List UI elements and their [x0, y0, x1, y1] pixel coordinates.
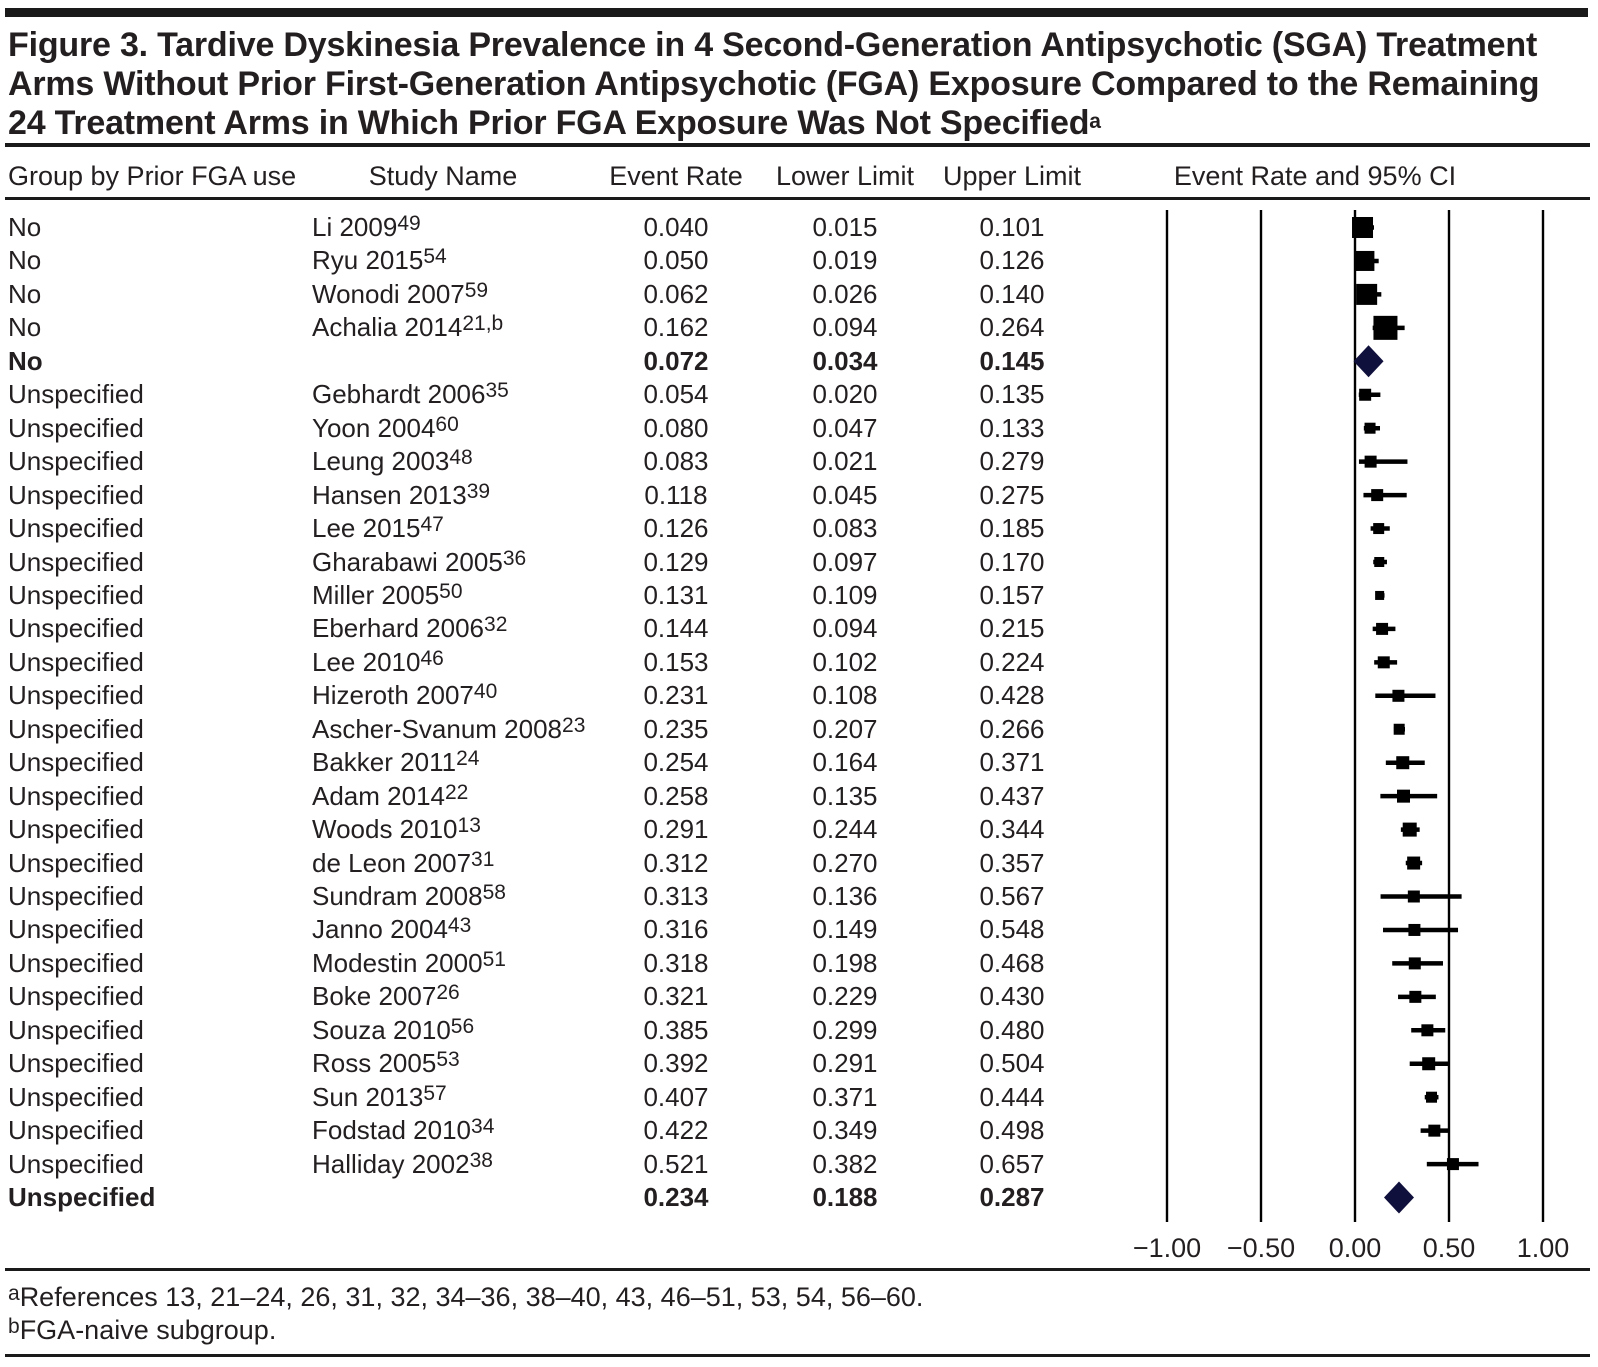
lower-limit-cell: 0.198 [812, 947, 878, 978]
point-estimate-square [1392, 690, 1404, 702]
reference-superscript: 39 [466, 479, 491, 503]
table-row [0, 546, 1130, 579]
table-row [0, 479, 1130, 512]
upper-limit-cell: 0.344 [979, 814, 1045, 845]
study-name-cell: Hizeroth 2007$^{40}$ [312, 680, 498, 711]
event-rate-cell: 0.144 [643, 613, 709, 644]
table-row [0, 311, 1130, 344]
group-cell: Unspecified [8, 747, 144, 778]
group-cell: No [8, 245, 42, 276]
group-cell: Unspecified [8, 881, 144, 911]
point-estimate-square [1428, 1125, 1440, 1137]
table-row [0, 646, 1130, 679]
group-cell: Unspecified [8, 947, 144, 978]
figure-title-line2: Arms Without Prior First-Generation Antipsychotic (FGA) Exposure Compared to the Remaining [8, 65, 1540, 103]
study-name-cell: Yoon 2004$^{60}$ [312, 412, 459, 443]
point-estimate-square [1421, 1024, 1433, 1036]
group-cell: Unspecified [8, 1014, 144, 1045]
event-rate-cell: 0.316 [643, 914, 709, 945]
study-name-cell: Souza 2010$^{56}$ [312, 1014, 475, 1045]
reference-superscript: 54 [423, 245, 447, 269]
reference-superscript: 60 [435, 412, 459, 436]
reference-superscript: 31 [471, 847, 495, 871]
reference-superscript: 49 [397, 212, 421, 235]
group-cell: Unspecified [8, 613, 144, 644]
reference-superscript: 24 [456, 747, 480, 771]
lower-limit-cell: 0.109 [812, 579, 878, 610]
table-row [0, 278, 1130, 311]
group-cell: No [8, 345, 43, 376]
upper-limit-cell: 0.548 [979, 914, 1045, 945]
event-rate-cell: 0.291 [643, 814, 709, 845]
event-rate-cell: 0.235 [643, 713, 709, 744]
point-estimate-square [1397, 790, 1410, 803]
table-row [0, 847, 1130, 880]
study-name-cell: Lee 2015$^{47}$ [312, 513, 444, 544]
upper-limit-cell: 0.185 [979, 513, 1045, 544]
point-estimate-square [1354, 251, 1374, 271]
event-rate-cell: 0.385 [643, 1014, 709, 1045]
group-cell: No [8, 312, 42, 343]
study-name-cell: Sun 2013$^{57}$ [312, 1081, 447, 1112]
study-name-cell: Janno 2004$^{43}$ [312, 914, 472, 945]
title-footnote-marker: a [1089, 110, 1101, 133]
table-row [0, 412, 1130, 445]
figure-title-line1: Figure 3. Tardive Dyskinesia Prevalence in 4 Second-Generation Antipsychotic (SGA) Treatment [8, 26, 1538, 64]
axis-tick-label: −0.50 [1226, 1233, 1296, 1263]
upper-limit-cell: 0.215 [979, 613, 1045, 644]
lower-limit-cell: 0.094 [812, 312, 878, 343]
lower-limit-cell: 0.015 [812, 212, 878, 242]
lower-limit-cell: 0.164 [812, 747, 878, 778]
study-name-cell: Bakker 2011$^{24}$ [312, 747, 480, 778]
study-name-cell: Hansen 2013$^{39}$ [312, 479, 491, 510]
event-rate-cell: 0.318 [643, 947, 709, 978]
point-estimate-square [1394, 724, 1405, 735]
reference-superscript: 36 [502, 546, 527, 570]
lower-limit-cell: 0.270 [812, 847, 878, 878]
axis-tick-label: 0.50 [1422, 1233, 1476, 1263]
table-row [0, 980, 1130, 1013]
point-estimate-square [1408, 924, 1420, 936]
upper-limit-cell: 0.357 [979, 847, 1045, 878]
point-estimate-square [1359, 389, 1371, 401]
group-cell: Unspecified [8, 646, 144, 677]
point-estimate-square [1409, 957, 1421, 969]
point-estimate-square [1375, 591, 1384, 600]
column-header-ci-plot: Event Rate and 95% CI [1173, 161, 1457, 191]
upper-limit-cell: 0.504 [979, 1048, 1045, 1079]
upper-limit-cell: 0.133 [979, 412, 1045, 443]
footnote-b [8, 1314, 276, 1347]
table-row [0, 1148, 1130, 1181]
lower-limit-cell: 0.149 [812, 914, 878, 945]
footnote-a-marker: a [8, 1282, 20, 1305]
point-estimate-square [1371, 489, 1383, 501]
reference-superscript: 13 [457, 814, 481, 838]
footnote-a [8, 1281, 923, 1314]
point-estimate-square [1396, 756, 1409, 769]
group-cell: Unspecified [8, 981, 144, 1012]
group-cell: Unspecified [8, 1081, 144, 1112]
table-row [0, 780, 1130, 813]
reference-superscript: 40 [473, 680, 498, 704]
study-name-cell: Gebhardt 2006$^{35}$ [312, 379, 509, 410]
group-cell: Unspecified [8, 680, 144, 711]
upper-limit-cell: 0.371 [979, 747, 1045, 778]
point-estimate-square [1352, 217, 1373, 238]
reference-superscript: 51 [482, 947, 506, 971]
point-estimate-square [1409, 991, 1421, 1003]
lower-limit-cell: 0.045 [812, 479, 878, 510]
point-estimate-square [1365, 456, 1377, 468]
reference-superscript: 21,b [462, 312, 504, 336]
lower-limit-cell: 0.094 [812, 613, 878, 644]
upper-limit-cell: 0.101 [979, 212, 1045, 242]
upper-limit-cell: 0.145 [979, 345, 1045, 376]
event-rate-cell: 0.321 [643, 981, 709, 1012]
upper-limit-cell: 0.437 [979, 780, 1045, 811]
study-name-cell: Gharabawi 2005$^{36}$ [312, 546, 527, 577]
event-rate-cell: 0.080 [643, 412, 709, 443]
reference-superscript: 56 [450, 1014, 475, 1038]
group-cell: Unspecified [8, 1115, 144, 1146]
reference-superscript: 46 [420, 646, 444, 670]
event-rate-cell: 0.054 [643, 379, 709, 410]
lower-limit-cell: 0.047 [812, 412, 878, 443]
upper-limit-cell: 0.264 [979, 312, 1045, 343]
footnote-b-marker: b [8, 1315, 20, 1338]
reference-superscript: 59 [464, 278, 489, 302]
lower-limit-cell: 0.136 [812, 881, 878, 911]
summary-row [0, 1181, 1130, 1214]
table-row [0, 713, 1130, 746]
study-name-cell: Sundram 2008$^{58}$ [312, 881, 506, 911]
upper-limit-cell: 0.279 [979, 446, 1045, 477]
table-row [0, 947, 1130, 980]
table-row [0, 378, 1130, 411]
study-name-cell: Adam 2014$^{22}$ [312, 780, 469, 811]
group-cell: Unspecified [8, 713, 144, 744]
reference-superscript: 50 [439, 579, 463, 603]
upper-limit-cell: 0.170 [979, 546, 1045, 577]
upper-limit-cell: 0.498 [979, 1115, 1045, 1146]
study-name-cell: Wonodi 2007$^{59}$ [312, 278, 489, 309]
point-estimate-square [1426, 1092, 1437, 1103]
event-rate-cell: 0.254 [643, 747, 709, 778]
group-cell: No [8, 278, 42, 309]
study-name-cell: Li 2009$^{49}$ [312, 212, 421, 242]
event-rate-cell: 0.234 [643, 1182, 709, 1213]
table-row [0, 679, 1130, 712]
point-estimate-square [1378, 656, 1390, 668]
point-estimate-square [1403, 823, 1417, 837]
group-cell: Unspecified [8, 546, 144, 577]
event-rate-cell: 0.131 [643, 579, 709, 610]
point-estimate-square [1408, 891, 1420, 903]
figure-title-line3: 24 Treatment Arms in Which Prior FGA Exposure Was Not Specified [8, 104, 1090, 142]
column-header-upper-limit: Upper Limit [942, 161, 1082, 191]
table-row [0, 512, 1130, 545]
event-rate-cell: 0.050 [643, 245, 709, 276]
lower-limit-cell: 0.108 [812, 680, 878, 711]
lower-limit-cell: 0.207 [812, 713, 878, 744]
table-row [0, 579, 1130, 612]
reference-superscript: 22 [444, 780, 469, 804]
study-name-cell: Fodstad 2010$^{34}$ [312, 1115, 495, 1146]
reference-superscript: 48 [449, 446, 473, 470]
event-rate-cell: 0.062 [643, 278, 709, 309]
event-rate-cell: 0.312 [643, 847, 709, 878]
column-header-group: Group by Prior FGA use [8, 161, 297, 191]
study-name-cell: Ross 2005$^{53}$ [312, 1048, 460, 1079]
column-header-event-rate: Event Rate [609, 161, 743, 191]
table-row [0, 1114, 1130, 1147]
upper-limit-cell: 0.480 [979, 1014, 1045, 1045]
group-cell: Unspecified [8, 847, 144, 878]
group-cell: Unspecified [8, 914, 144, 945]
event-rate-cell: 0.392 [643, 1048, 709, 1079]
event-rate-cell: 0.129 [643, 546, 709, 577]
point-estimate-square [1365, 423, 1376, 434]
upper-limit-cell: 0.567 [979, 881, 1045, 911]
point-estimate-square [1407, 857, 1420, 870]
study-name-cell: Ascher-Svanum 2008$^{23}$ [312, 713, 586, 744]
table-row [0, 746, 1130, 779]
upper-limit-cell: 0.657 [979, 1148, 1045, 1179]
study-name-cell: Miller 2005$^{50}$ [312, 579, 463, 610]
table-row [0, 244, 1130, 277]
upper-limit-cell: 0.428 [979, 680, 1045, 711]
group-cell: Unspecified [8, 579, 144, 610]
lower-limit-cell: 0.349 [812, 1115, 878, 1146]
lower-limit-cell: 0.097 [812, 546, 878, 577]
group-cell: Unspecified [8, 479, 144, 510]
group-cell: Unspecified [8, 814, 144, 845]
lower-limit-cell: 0.026 [812, 278, 878, 309]
upper-limit-cell: 0.266 [979, 713, 1045, 744]
event-rate-cell: 0.083 [643, 446, 709, 477]
footnote-a-text: References 13, 21–24, 26, 31, 32, 34–36, 38–40, 43, 46–51, 53, 54, 56–60. [19, 1282, 924, 1312]
point-estimate-square [1373, 523, 1384, 534]
study-name-cell: Modestin 2000$^{51}$ [312, 947, 506, 978]
table-row [0, 913, 1130, 946]
table-row [0, 445, 1130, 478]
reference-superscript: 35 [485, 379, 509, 403]
group-cell: Unspecified [8, 379, 144, 410]
group-cell: Unspecified [8, 412, 144, 443]
study-name-cell: Woods 2010$^{13}$ [312, 814, 481, 845]
footnote-b-text: FGA-naive subgroup. [19, 1315, 277, 1345]
event-rate-cell: 0.407 [643, 1081, 709, 1112]
event-rate-cell: 0.521 [643, 1148, 709, 1179]
event-rate-cell: 0.153 [643, 646, 709, 677]
reference-superscript: 23 [562, 713, 586, 737]
group-cell: No [8, 212, 42, 242]
lower-limit-cell: 0.291 [812, 1048, 878, 1079]
study-name-cell: Halliday 2002$^{38}$ [312, 1148, 493, 1179]
point-estimate-square [1374, 557, 1384, 567]
summary-diamond [1384, 1182, 1414, 1214]
upper-limit-cell: 0.224 [979, 646, 1045, 677]
reference-superscript: 32 [484, 613, 508, 637]
event-rate-cell: 0.422 [643, 1115, 709, 1146]
event-rate-cell: 0.126 [643, 513, 709, 544]
event-rate-cell: 0.162 [643, 312, 709, 343]
axis-tick-label: 0.00 [1328, 1233, 1382, 1263]
upper-limit-cell: 0.430 [979, 981, 1045, 1012]
study-name-cell: Lee 2010$^{46}$ [312, 646, 444, 677]
upper-limit-cell: 0.468 [979, 947, 1045, 978]
group-cell: Unspecified [8, 513, 144, 544]
study-name-cell: Boke 2007$^{26}$ [312, 981, 460, 1012]
lower-limit-cell: 0.102 [812, 646, 878, 677]
study-name-cell: Leung 2003$^{48}$ [312, 446, 473, 477]
rule-bottom [5, 1354, 1590, 1357]
table-row [0, 211, 1130, 244]
lower-limit-cell: 0.244 [812, 814, 878, 845]
lower-limit-cell: 0.135 [812, 780, 878, 811]
lower-limit-cell: 0.034 [812, 345, 878, 376]
reference-superscript: 38 [469, 1148, 493, 1172]
table-row [0, 612, 1130, 645]
group-cell: Unspecified [8, 1048, 144, 1079]
point-estimate-square [1356, 284, 1377, 305]
table-row [0, 1047, 1130, 1080]
upper-limit-cell: 0.275 [979, 479, 1045, 510]
study-name-cell: Ryu 2015$^{54}$ [312, 245, 447, 276]
upper-limit-cell: 0.140 [979, 278, 1045, 309]
reference-superscript: 57 [423, 1081, 447, 1105]
summary-diamond [1354, 345, 1384, 377]
lower-limit-cell: 0.083 [812, 513, 878, 544]
group-cell: Unspecified [8, 780, 144, 811]
reference-superscript: 26 [436, 981, 460, 1005]
axis-tick-label: 1.00 [1516, 1233, 1570, 1263]
upper-limit-cell: 0.135 [979, 379, 1045, 410]
event-rate-cell: 0.258 [643, 780, 709, 811]
table-row [0, 880, 1130, 913]
reference-superscript: 43 [447, 914, 472, 938]
reference-superscript: 34 [471, 1115, 495, 1139]
upper-limit-cell: 0.126 [979, 245, 1045, 276]
reference-superscript: 47 [420, 513, 444, 537]
point-estimate-square [1376, 623, 1388, 635]
point-estimate-square [1373, 316, 1397, 340]
group-cell: Unspecified [8, 1182, 156, 1213]
summary-row [0, 345, 1130, 378]
study-name-cell: de Leon 2007$^{31}$ [312, 847, 495, 878]
lower-limit-cell: 0.020 [812, 379, 878, 410]
lower-limit-cell: 0.188 [812, 1182, 878, 1213]
event-rate-cell: 0.072 [643, 345, 709, 376]
study-name-cell: Eberhard 2006$^{32}$ [312, 613, 508, 644]
lower-limit-cell: 0.229 [812, 981, 878, 1012]
column-header-lower-limit: Lower Limit [775, 161, 915, 191]
upper-limit-cell: 0.287 [979, 1182, 1045, 1213]
table-row [0, 1014, 1130, 1047]
group-cell: Unspecified [8, 1148, 144, 1179]
event-rate-cell: 0.313 [643, 881, 709, 911]
point-estimate-square [1447, 1158, 1459, 1170]
reference-superscript: 58 [482, 881, 506, 904]
reference-superscript: 53 [436, 1048, 460, 1072]
lower-limit-cell: 0.299 [812, 1014, 878, 1045]
event-rate-cell: 0.231 [643, 680, 709, 711]
lower-limit-cell: 0.021 [812, 446, 878, 477]
point-estimate-square [1422, 1057, 1435, 1070]
upper-limit-cell: 0.157 [979, 579, 1045, 610]
lower-limit-cell: 0.371 [812, 1081, 878, 1112]
group-cell: Unspecified [8, 446, 144, 477]
rule-above-footnotes [5, 1268, 1590, 1271]
study-name-cell: Achalia 2014$^{21,b}$ [312, 312, 504, 343]
table-row [0, 813, 1130, 846]
column-header-study: Study Name [368, 161, 518, 191]
lower-limit-cell: 0.019 [812, 245, 878, 276]
upper-limit-cell: 0.444 [979, 1081, 1045, 1112]
table-row [0, 1081, 1130, 1114]
event-rate-cell: 0.118 [644, 479, 708, 510]
event-rate-cell: 0.040 [643, 212, 709, 242]
lower-limit-cell: 0.382 [812, 1148, 878, 1179]
axis-tick-label: −1.00 [1132, 1233, 1202, 1263]
